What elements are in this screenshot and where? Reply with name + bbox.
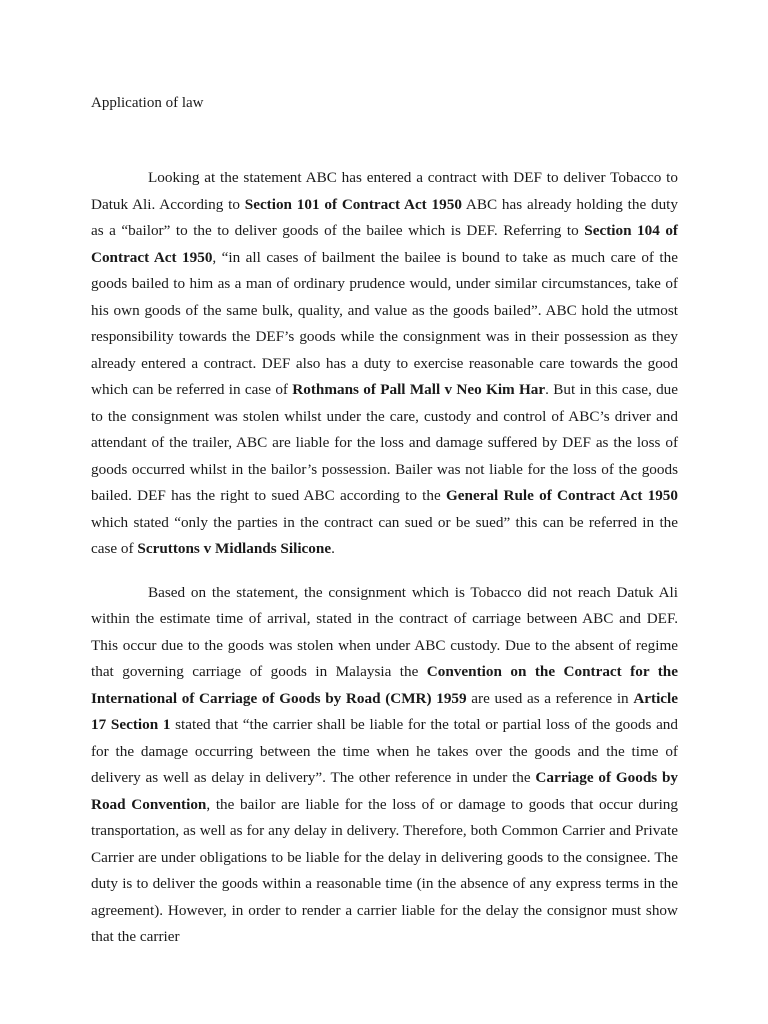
legal-citation: Convention on the Contract for the International of Carriage of Goods by Road (CMR) 1959 xyxy=(91,663,678,707)
text-run: Looking at the statement ABC has entered a contract with DEF to deliver Tobacco to Datuk Ali. According to xyxy=(91,169,678,213)
case-citation: Rothmans of Pall Mall v Neo Kim Har xyxy=(292,381,546,398)
text-run: Based on the statement, the consignment which is Tobacco did not reach Datuk Ali within the estimate time of arrival, stated in the contract of carriage between ABC and DEF. This occur due to the goods was stolen when under ABC custody. Due to the absent of regime that governing carriage of goods in Malaysia the xyxy=(91,583,678,680)
legal-citation: Section 104 of Contract Act 1950 xyxy=(91,222,678,266)
legal-citation: Article 17 Section 1 xyxy=(91,689,678,733)
text-run: , the bailor are liable for the loss of or damage to goods that occur during transportation, as well as for any delay in delivery. Therefore, both Common Carrier and Private Carrier are under obligations to be liable for the delay in delivering goods to the consignee. The duty is to deliver the goods within a reasonable time (in the absence of any express terms in the agreement). However, in order to render a carrier liable for the delay the consignor must show that the carrier xyxy=(91,795,678,945)
case-citation: Scruttons v Midlands Silicone xyxy=(137,540,332,557)
text-run: , “in all cases of bailment the bailee is bound to take as much care of the goods bailed to him as a man of ordinary prudence would, under similar circumstances, take of his own goods of the same bulk, quality, and value as the goods bailed”. ABC hold the utmost responsibility towards the DEF’s goods while the consignment was in their possession as they already entered a contract. DEF also has a duty to exercise reasonable care towards the good which can be referred in case of xyxy=(91,248,678,398)
legal-citation: Section 101 of Contract Act 1950 xyxy=(244,195,462,213)
legal-citation: Carriage of Goods by Road Convention xyxy=(91,769,679,813)
paragraph-bailment-liability xyxy=(91,165,678,563)
section-heading: Application of law xyxy=(91,95,204,111)
legal-citation: General Rule of Contract Act 1950 xyxy=(445,487,678,504)
text-run: which stated “only the parties in the contract can sued or be sued” this can be referred in the case of xyxy=(91,513,678,557)
text-run: . xyxy=(331,540,335,557)
text-run: are used as a reference in xyxy=(466,689,634,707)
text-run: stated that “the carrier shall be liable for the total or partial loss of the goods and for the damage occurring between the time when he takes over the goods and the time of delivery as well as delay in delivery”. The other reference in under the xyxy=(91,716,678,786)
paragraph-carrier-delay xyxy=(91,580,678,951)
text-run: . But in this case, due to the consignment was stolen whilst under the care, custody and control of ABC’s driver and attendant of the trailer, ABC are liable for the loss and damage suffered by DEF as the loss of goods occurred whilst in the bailor’s possession. Bailer was not liable for the loss of the goods bailed. DEF has the right to sued ABC according to the xyxy=(91,381,679,504)
text-run: ABC has already holding the duty as a “bailor” to the to deliver goods of the bailee which is DEF. Referring to xyxy=(91,195,678,239)
body-text xyxy=(91,165,678,951)
